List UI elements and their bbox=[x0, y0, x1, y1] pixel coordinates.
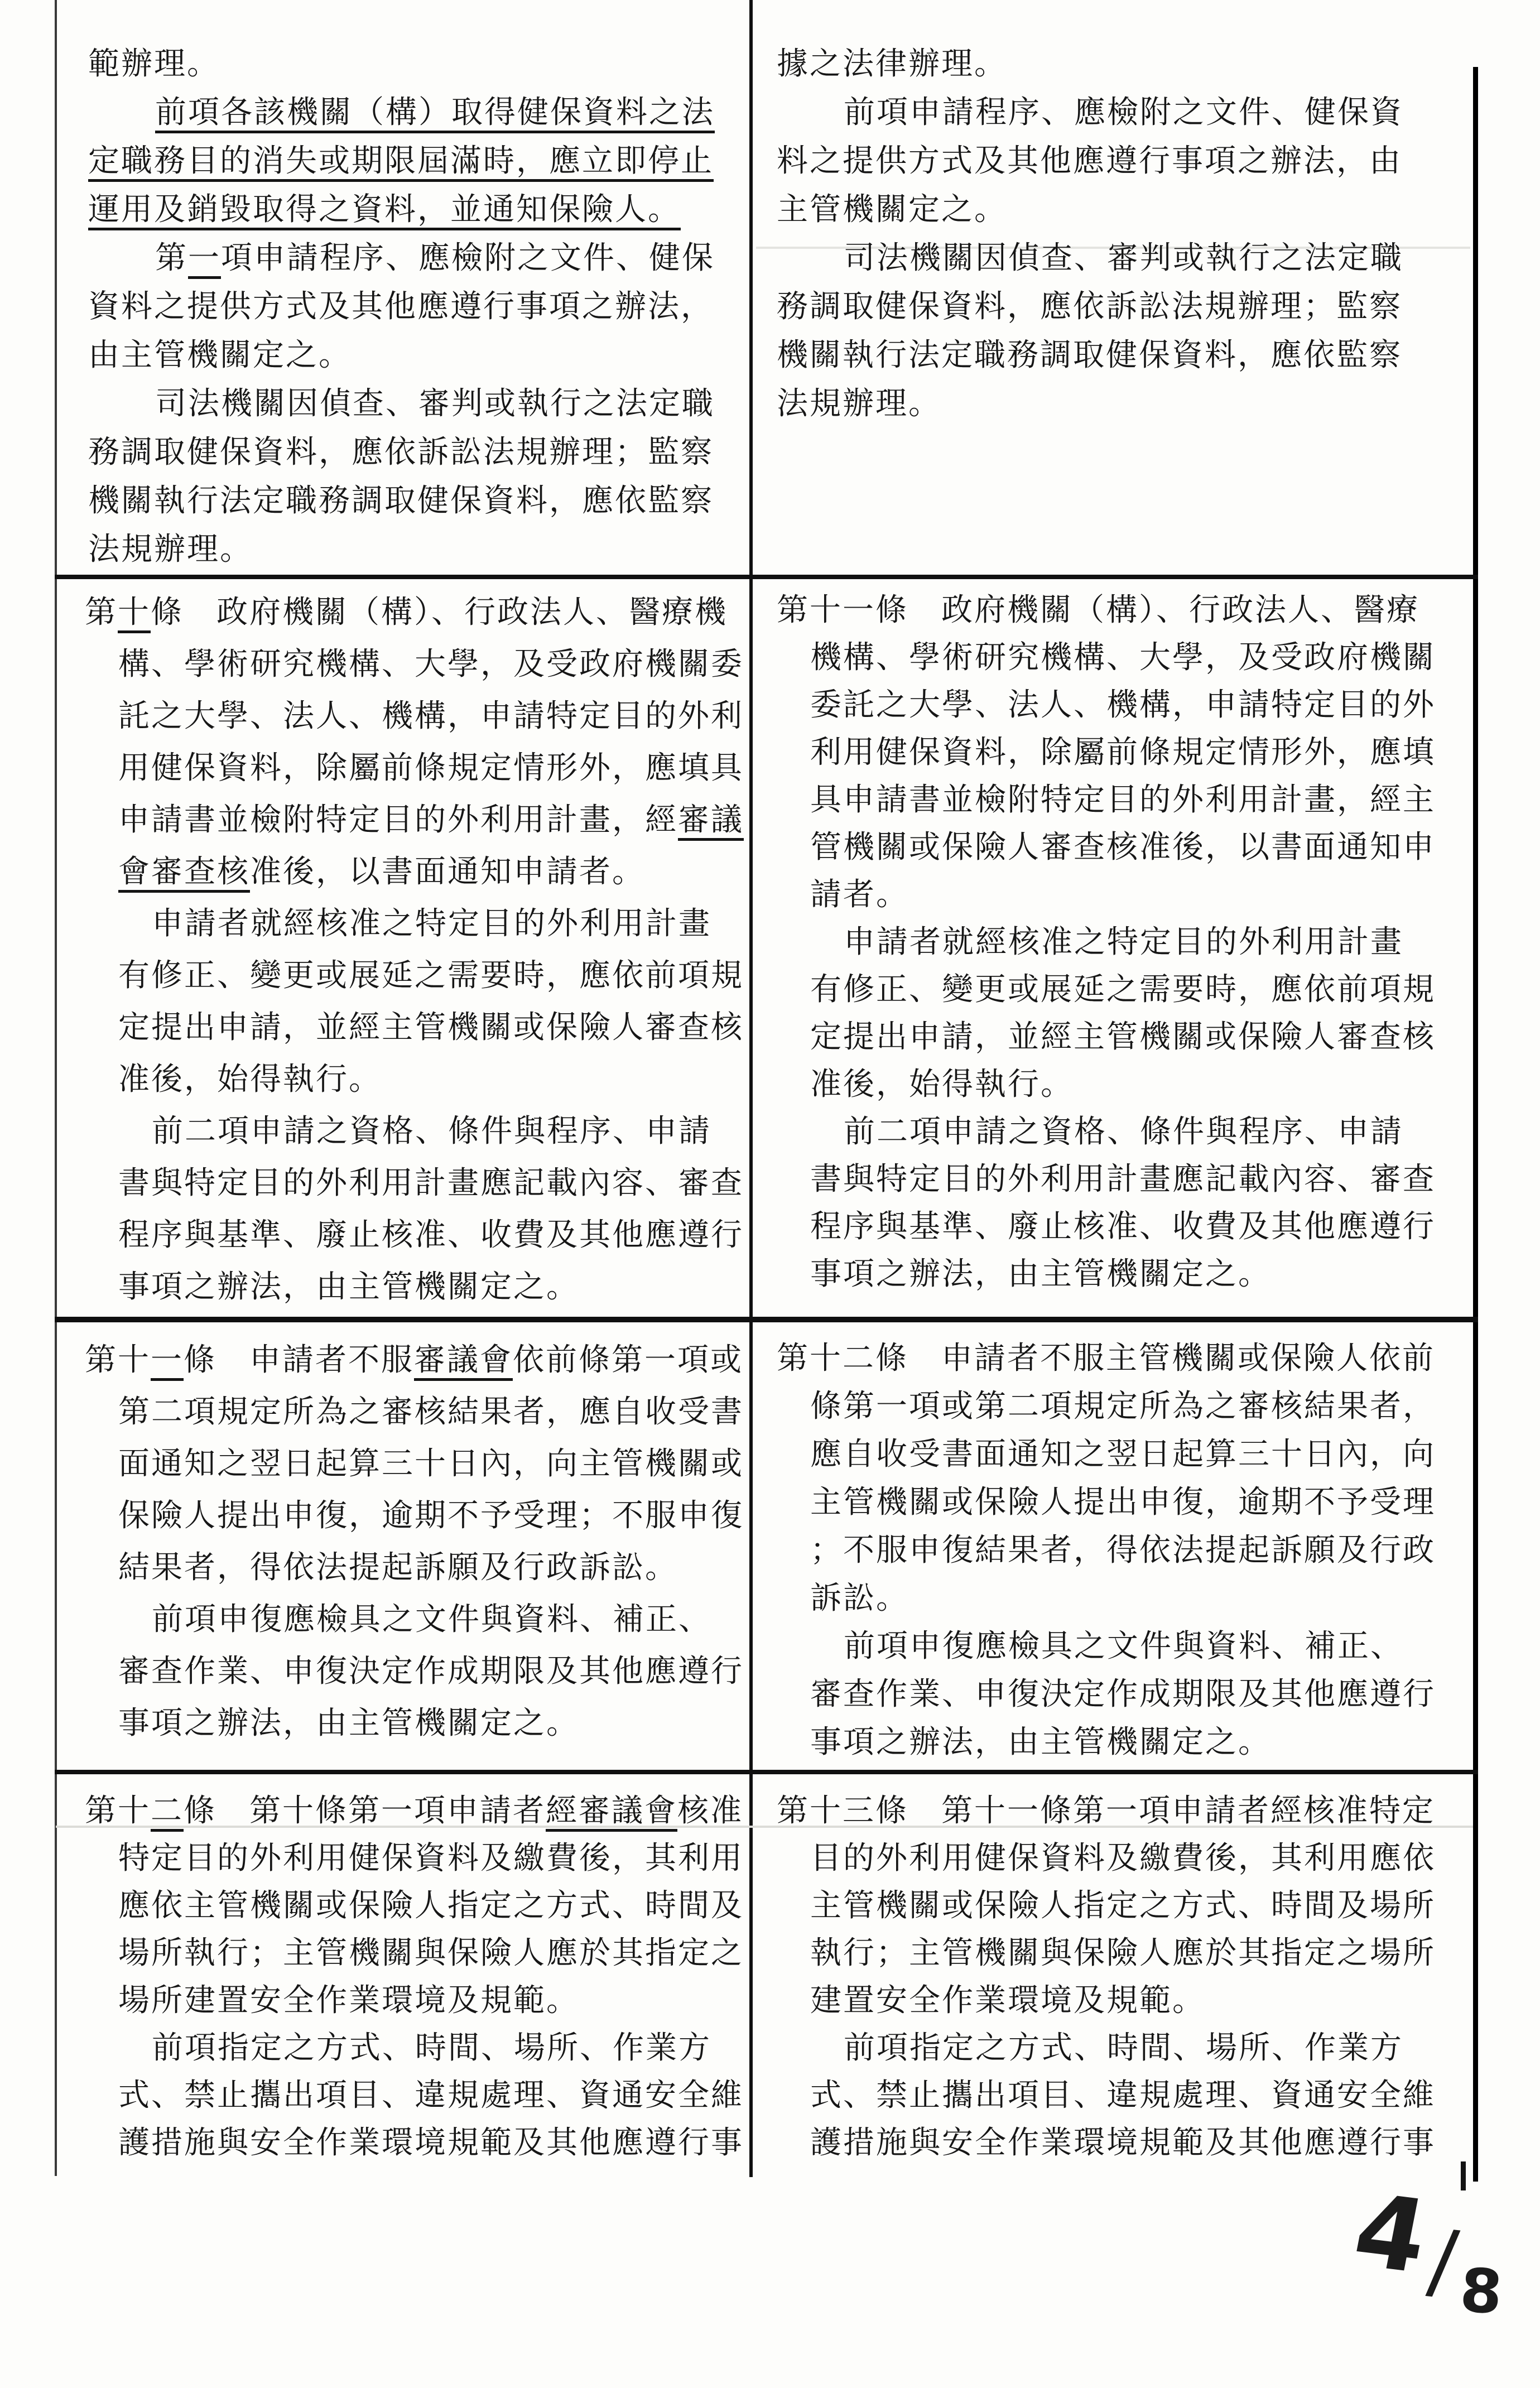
text-line bbox=[810, 1383, 1471, 1431]
text-line bbox=[118, 1646, 748, 1698]
text-run: 機關執行法定職務調取健保資料，應依監察 bbox=[777, 338, 1402, 373]
text-run: 程序與基準、廢止核准、收費及其他應遵行 bbox=[810, 1210, 1436, 1244]
text-line bbox=[118, 2120, 748, 2167]
text-run: 用健保資料，除屬前條規定情形外，應填具 bbox=[118, 751, 744, 786]
text-run: 管機關或保險人審查核准後，以書面通知申 bbox=[810, 830, 1436, 865]
text-line bbox=[810, 1251, 1471, 1298]
handwritten-page-number bbox=[1345, 2173, 1534, 2355]
text-line bbox=[810, 2120, 1471, 2167]
text-line bbox=[118, 846, 748, 898]
text-line bbox=[118, 1977, 748, 2025]
text-line bbox=[118, 1930, 748, 1977]
text-line bbox=[844, 919, 1471, 966]
text-line bbox=[810, 634, 1471, 682]
text-line bbox=[810, 824, 1471, 872]
text-line bbox=[810, 777, 1471, 824]
text-line bbox=[88, 186, 747, 234]
text-line bbox=[88, 283, 747, 331]
text-run: 法規辦理。 bbox=[777, 387, 941, 421]
text-line bbox=[118, 1002, 748, 1054]
text-line bbox=[810, 1203, 1471, 1251]
text-run: 前二項申請之資格、條件與程序、申請 bbox=[152, 1114, 711, 1149]
text-run: 第十三條 第十一條第一項申請者經核准特定 bbox=[777, 1794, 1435, 1828]
text-line bbox=[777, 587, 1471, 634]
text-line bbox=[810, 1718, 1471, 1766]
text-line bbox=[118, 2072, 748, 2120]
cell-draft-article-10 bbox=[85, 587, 748, 1313]
amendment-underlined-text: 經審議會 bbox=[546, 1794, 677, 1828]
text-run: 申請書並檢附特定目的外利用計畫，經 bbox=[118, 803, 678, 837]
table-column-divider bbox=[749, 0, 753, 2177]
text-run: 委託之大學、法人、機構，申請特定目的外 bbox=[810, 688, 1436, 723]
text-run: 託之大學、法人、機構，申請特定目的外利 bbox=[118, 699, 744, 734]
text-run: 料之提供方式及其他應遵行事項之辦法，由 bbox=[777, 144, 1402, 179]
text-line bbox=[810, 872, 1471, 919]
cell-current-article-tail bbox=[777, 40, 1471, 429]
text-run: 護措施與安全作業環境規範及其他應遵行事 bbox=[118, 2126, 744, 2160]
table-row-divider-2 bbox=[55, 1317, 1478, 1322]
text-run: ；不服申復結果者，得依法提起訴願及行政 bbox=[810, 1533, 1436, 1568]
text-run: 主管機關定之。 bbox=[777, 192, 1007, 227]
text-run: 書與特定目的外利用計畫應記載內容、審查 bbox=[810, 1162, 1436, 1197]
text-line bbox=[777, 283, 1471, 331]
text-run: 第 bbox=[155, 241, 188, 276]
text-run: 務調取健保資料，應依訴訟法規辦理；監察 bbox=[777, 290, 1402, 324]
text-run: 場所執行；主管機關與保險人應於其指定之 bbox=[118, 1936, 744, 1971]
text-run: 構、學術研究機構、大學，及受政府機關委 bbox=[118, 647, 744, 682]
text-line bbox=[810, 1670, 1471, 1718]
text-line bbox=[118, 1210, 748, 1262]
text-line bbox=[155, 89, 747, 137]
text-run: 條 政府機關（構）、行政法人、醫療機 bbox=[151, 595, 728, 630]
amendment-underlined-text: 運用及銷毀取得之資料，並通知保險人。 bbox=[88, 192, 681, 227]
text-line bbox=[810, 1930, 1471, 1977]
text-line bbox=[118, 1698, 748, 1750]
text-line bbox=[810, 1883, 1471, 1930]
text-run: 准後，始得執行。 bbox=[810, 1067, 1074, 1102]
text-line bbox=[88, 477, 747, 526]
cell-current-article-12 bbox=[777, 1335, 1471, 1766]
text-run: 主管機關或保險人提出申復，逾期不予受理 bbox=[810, 1485, 1436, 1520]
text-run: 法規辦理。 bbox=[88, 532, 253, 567]
text-run: 特定目的外利用健保資料及繳費後，其利用 bbox=[118, 1841, 744, 1876]
text-run: 護措施與安全作業環境規範及其他應遵行事 bbox=[810, 2126, 1436, 2160]
text-run: 定提出申請，並經主管機關或保險人審查核 bbox=[810, 1020, 1436, 1055]
text-line bbox=[810, 1061, 1471, 1109]
text-line bbox=[118, 743, 748, 795]
amendment-underlined-text: 二 bbox=[151, 1794, 184, 1828]
text-run: 程序與基準、廢止核准、收費及其他應遵行 bbox=[118, 1218, 744, 1253]
text-line bbox=[118, 795, 748, 846]
text-line bbox=[844, 234, 1471, 283]
text-run: 務調取健保資料，應依訴訟法規辦理；監察 bbox=[88, 435, 714, 470]
text-line bbox=[118, 950, 748, 1002]
text-run: 第二項規定所為之審核結果者，應自收受書 bbox=[118, 1395, 744, 1429]
text-line bbox=[810, 1014, 1471, 1061]
text-line bbox=[118, 1158, 748, 1210]
text-run: 主管機關或保險人指定之方式、時間及場所 bbox=[810, 1889, 1436, 1923]
text-run: 書與特定目的外利用計畫應記載內容、審查 bbox=[118, 1166, 744, 1201]
text-line bbox=[118, 1835, 748, 1883]
text-run: 式、禁止攜出項目、違規處理、資通安全維 bbox=[810, 2078, 1436, 2113]
text-run: 建置安全作業環境及規範。 bbox=[810, 1983, 1205, 2018]
text-run: 資料之提供方式及其他應遵行事項之辦法， bbox=[88, 290, 714, 324]
amendment-underlined-text: 十 bbox=[118, 595, 151, 630]
text-line bbox=[118, 691, 748, 743]
text-line bbox=[85, 1788, 748, 1835]
table-border-right bbox=[1473, 67, 1478, 2182]
text-line bbox=[118, 1262, 748, 1313]
text-run: 司法機關因偵查、審判或執行之法定職 bbox=[844, 241, 1403, 276]
cell-current-article-13 bbox=[777, 1788, 1471, 2167]
text-run: 式、禁止攜出項目、違規處理、資通安全維 bbox=[118, 2078, 744, 2113]
text-line bbox=[118, 1054, 748, 1106]
page-number-slash: / bbox=[1423, 2211, 1462, 2312]
table-row-divider-3 bbox=[55, 1770, 1478, 1774]
text-run: 前項申請程序、應檢附之文件、健保資 bbox=[844, 95, 1403, 130]
text-run: 事項之辦法，由主管機關定之。 bbox=[118, 1270, 579, 1304]
cell-current-article-11 bbox=[777, 587, 1471, 1298]
text-run: 前項申復應檢具之文件與資料、補正、 bbox=[152, 1602, 711, 1637]
text-line bbox=[118, 1490, 748, 1542]
text-run: 條 申請者不服 bbox=[184, 1343, 414, 1378]
cell-draft-article-11 bbox=[85, 1335, 748, 1750]
text-line bbox=[88, 526, 747, 574]
text-line bbox=[844, 1623, 1471, 1670]
text-line bbox=[810, 682, 1471, 729]
text-line bbox=[155, 234, 747, 283]
text-line bbox=[810, 1835, 1471, 1883]
text-run: 執行；主管機關與保險人應於其指定之場所 bbox=[810, 1936, 1436, 1971]
amendment-underlined-text: 一 bbox=[188, 241, 221, 276]
text-run: 第十 bbox=[85, 1343, 151, 1378]
text-run: 第十二條 申請者不服主管機關或保險人依前 bbox=[777, 1341, 1435, 1376]
cell-draft-article-tail bbox=[88, 40, 747, 574]
text-line bbox=[152, 2025, 748, 2072]
text-line bbox=[810, 1977, 1471, 2025]
text-run: 前項指定之方式、時間、場所、作業方 bbox=[844, 2031, 1403, 2066]
text-line bbox=[777, 40, 1471, 89]
text-line bbox=[88, 331, 747, 380]
text-line bbox=[85, 1335, 748, 1386]
text-run: 准後，以書面通知申請者。 bbox=[250, 855, 645, 889]
text-run: 應依主管機關或保險人指定之方式、時間及 bbox=[118, 1889, 744, 1923]
text-line bbox=[810, 729, 1471, 777]
text-run: 項申請程序、應檢附之文件、健保 bbox=[221, 241, 715, 276]
text-run: 目的外利用健保資料及繳費後，其利用應依 bbox=[810, 1841, 1436, 1876]
text-run: 前二項申請之資格、條件與程序、申請 bbox=[844, 1115, 1403, 1149]
table-border-left bbox=[55, 0, 57, 2176]
text-line bbox=[777, 380, 1471, 429]
text-line bbox=[88, 137, 747, 186]
text-line bbox=[810, 966, 1471, 1014]
text-line bbox=[777, 331, 1471, 380]
text-run: 機關執行法定職務調取健保資料，應依監察 bbox=[88, 484, 714, 518]
text-line bbox=[88, 429, 747, 477]
text-run: 事項之辦法，由主管機關定之。 bbox=[810, 1257, 1271, 1292]
border-end-tick bbox=[1461, 2161, 1466, 2190]
text-run: 利用健保資料，除屬前條規定情形外，應填 bbox=[810, 735, 1436, 770]
text-line bbox=[152, 1106, 748, 1158]
text-line bbox=[118, 1438, 748, 1490]
text-line bbox=[152, 1594, 748, 1646]
text-line bbox=[118, 639, 748, 691]
text-line bbox=[118, 1542, 748, 1594]
text-run: 司法機關因偵查、審判或執行之法定職 bbox=[155, 387, 715, 421]
text-line bbox=[844, 2025, 1471, 2072]
text-run: 申請者就經核准之特定目的外利用計畫 bbox=[152, 907, 711, 941]
text-run: 具申請書並檢附特定目的外利用計畫，經主 bbox=[810, 783, 1436, 817]
text-run: 保險人提出申復，逾期不予受理；不服申復 bbox=[118, 1499, 744, 1533]
cell-draft-article-12 bbox=[85, 1788, 748, 2167]
text-run: 由主管機關定之。 bbox=[88, 338, 352, 373]
text-run: 應自收受書面通知之翌日起算三十日內，向 bbox=[810, 1437, 1436, 1472]
text-run: 准後，始得執行。 bbox=[118, 1062, 382, 1097]
text-run: 審查作業、申復決定作成期限及其他應遵行 bbox=[810, 1677, 1436, 1712]
text-line bbox=[777, 137, 1471, 186]
text-line bbox=[810, 1527, 1471, 1575]
text-run: 定提出申請，並經主管機關或保險人審查核 bbox=[118, 1010, 744, 1045]
text-run: 審查作業、申復決定作成期限及其他應遵行 bbox=[118, 1654, 744, 1689]
amendment-underlined-text: 一 bbox=[151, 1343, 184, 1378]
text-run: 據之法律辦理。 bbox=[777, 47, 1007, 81]
text-line bbox=[777, 186, 1471, 234]
text-run: 事項之辦法，由主管機關定之。 bbox=[118, 1706, 579, 1741]
amendment-underlined-text: 前項各該機關（構）取得健保資料之法 bbox=[155, 95, 715, 130]
text-line bbox=[810, 2072, 1471, 2120]
amendment-underlined-text: 定職務目的消失或期限屆滿時，應立即停止 bbox=[88, 144, 714, 179]
page-number-denominator: 8 bbox=[1457, 2255, 1505, 2328]
text-line bbox=[85, 587, 748, 639]
text-run: 有修正、變更或展延之需要時，應依前項規 bbox=[118, 959, 744, 993]
text-run: 依前條第一項或 bbox=[513, 1343, 743, 1378]
text-run: 事項之辦法，由主管機關定之。 bbox=[810, 1725, 1271, 1760]
text-line bbox=[810, 1431, 1471, 1479]
text-line bbox=[118, 1883, 748, 1930]
text-line bbox=[844, 1109, 1471, 1156]
text-run: 機構、學術研究機構、大學，及受政府機關 bbox=[810, 641, 1436, 675]
table-row-divider-1 bbox=[55, 575, 1478, 579]
amendment-underlined-text: 審議 bbox=[678, 803, 744, 837]
text-run: 第十一條 政府機關（構）、行政法人、醫療 bbox=[777, 593, 1419, 628]
text-line bbox=[88, 40, 747, 89]
page-number-numerator: 4 bbox=[1345, 2173, 1437, 2296]
amendment-underlined-text: 審議會 bbox=[414, 1343, 513, 1378]
text-line bbox=[155, 380, 747, 429]
text-run: 請者。 bbox=[810, 878, 909, 912]
text-line bbox=[777, 1335, 1471, 1383]
text-run: 第十 bbox=[85, 1794, 151, 1828]
text-line bbox=[810, 1156, 1471, 1203]
text-run: 範辦理。 bbox=[88, 47, 220, 81]
text-run: 訴訟。 bbox=[810, 1581, 909, 1616]
text-run: 有修正、變更或展延之需要時，應依前項規 bbox=[810, 972, 1436, 1007]
text-run: 前項指定之方式、時間、場所、作業方 bbox=[152, 2031, 711, 2066]
text-run: 場所建置安全作業環境及規範。 bbox=[118, 1983, 579, 2018]
text-run: 面通知之翌日起算三十日內，向主管機關或 bbox=[118, 1447, 744, 1481]
text-run: 前項申復應檢具之文件與資料、補正、 bbox=[844, 1629, 1403, 1664]
text-line bbox=[844, 89, 1471, 137]
text-run: 第 bbox=[85, 595, 118, 630]
text-line bbox=[810, 1575, 1471, 1623]
text-line bbox=[152, 898, 748, 950]
text-run: 結果者，得依法提起訴願及行政訴訟。 bbox=[118, 1551, 678, 1585]
text-run: 核准 bbox=[677, 1794, 743, 1828]
text-run: 申請者就經核准之特定目的外利用計畫 bbox=[844, 925, 1403, 960]
text-line bbox=[118, 1386, 748, 1438]
text-run: 條第一項或第二項規定所為之審核結果者， bbox=[810, 1389, 1436, 1424]
text-line bbox=[810, 1479, 1471, 1527]
text-run: 條 第十條第一項申請者 bbox=[184, 1794, 546, 1828]
amendment-underlined-text: 會審查核 bbox=[118, 855, 250, 889]
text-line bbox=[777, 1788, 1471, 1835]
